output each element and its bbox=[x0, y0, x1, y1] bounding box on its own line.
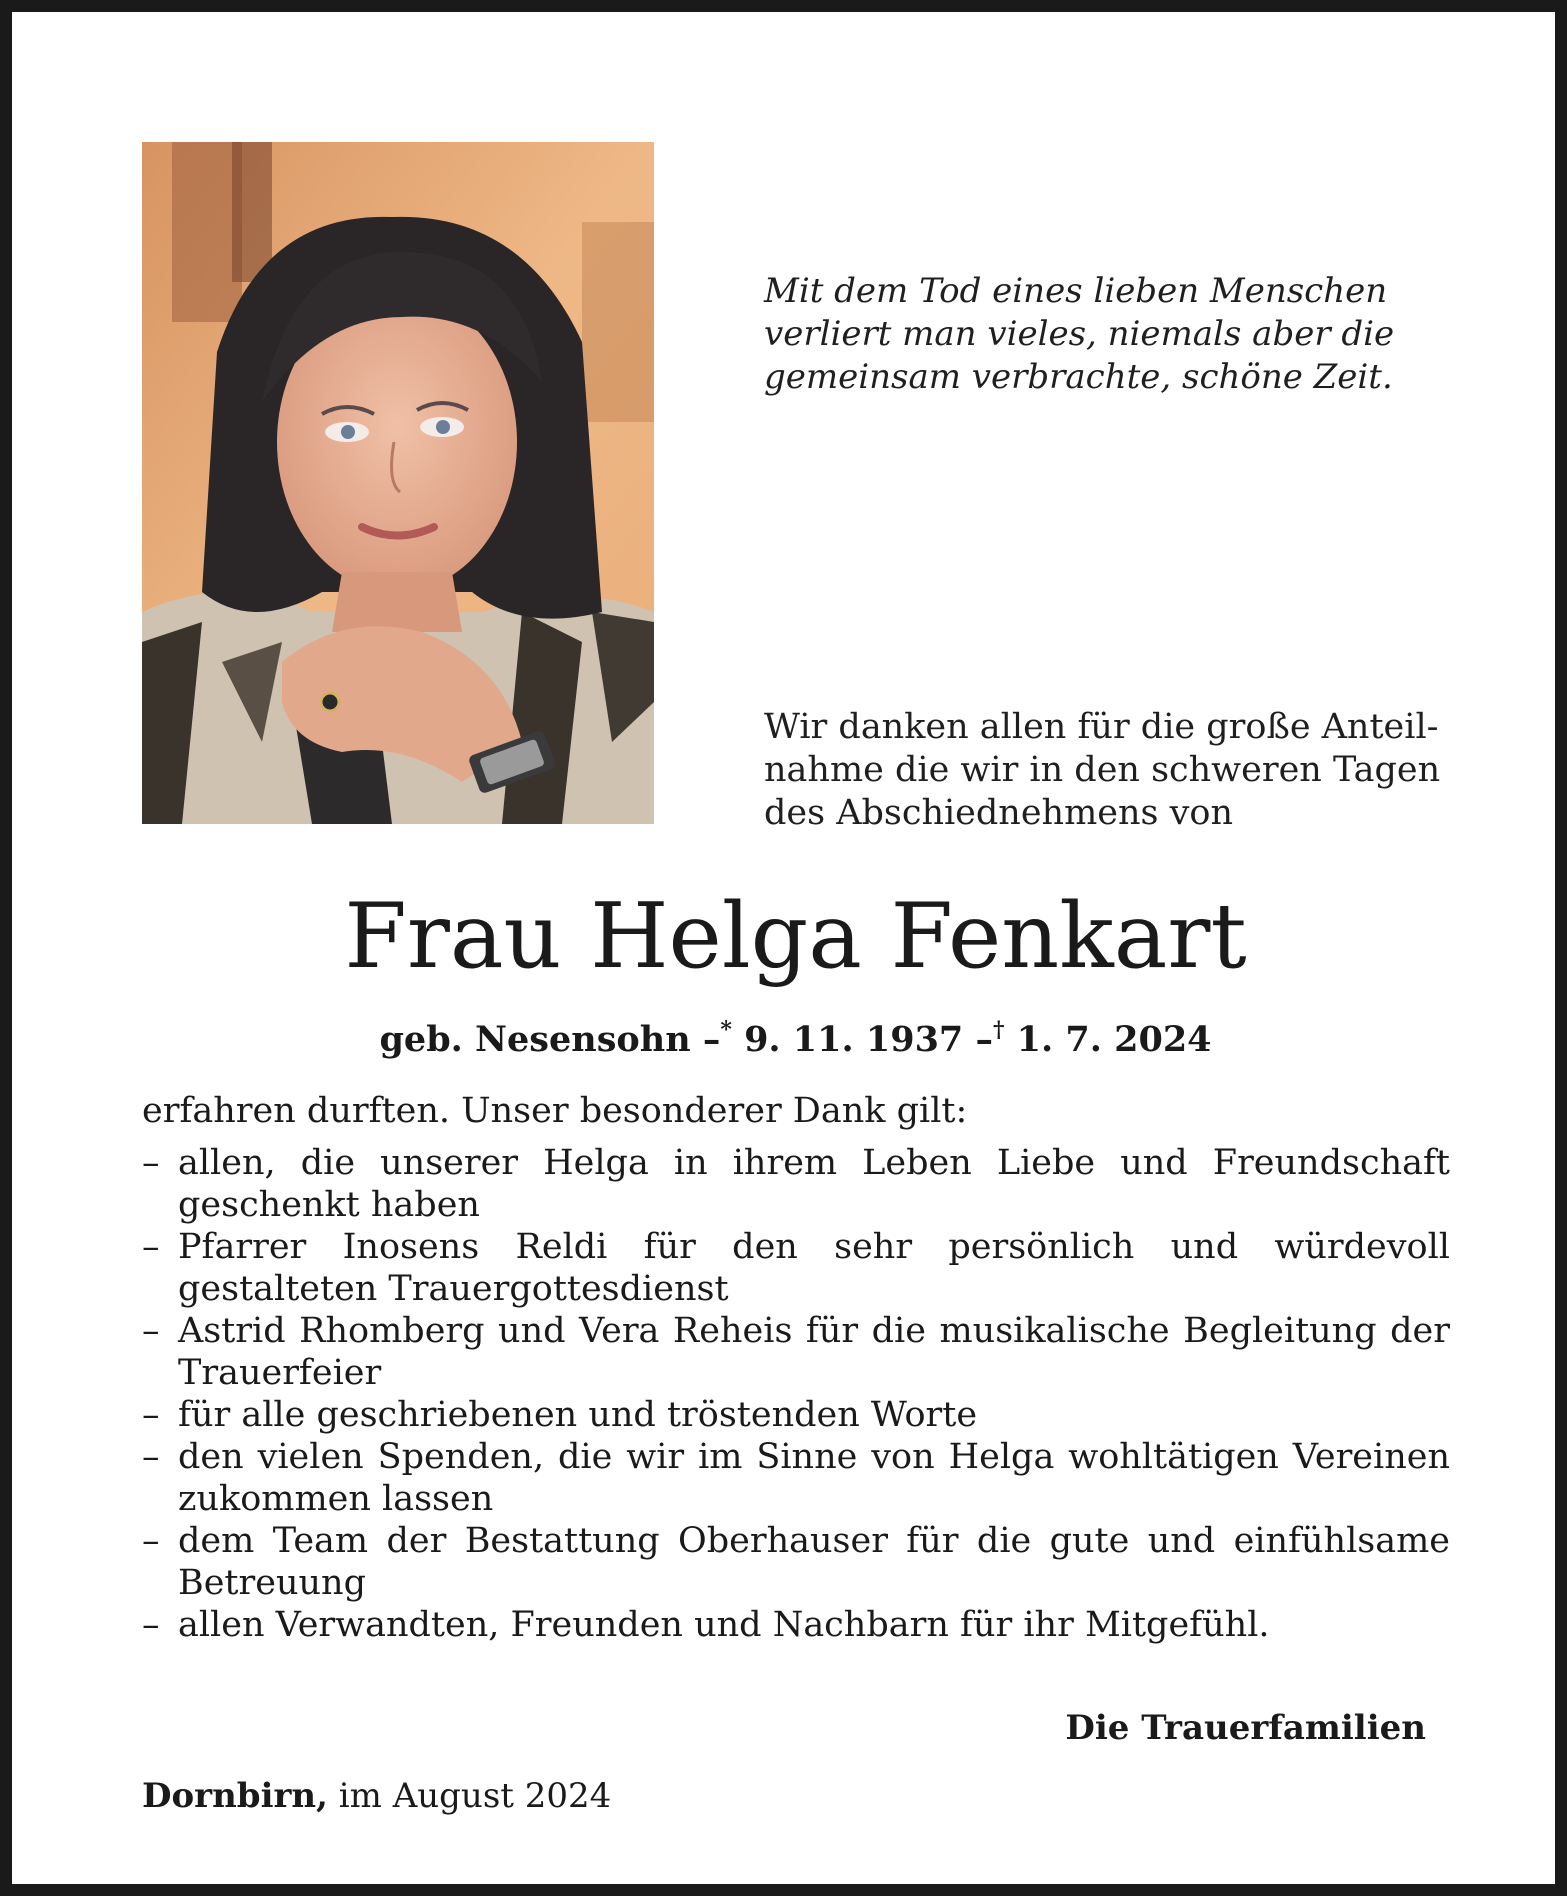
list-item bbox=[142, 1394, 1450, 1436]
place-month: im August 2024 bbox=[338, 1776, 612, 1816]
list-item bbox=[142, 1604, 1450, 1646]
signature: Die Trauerfamilien bbox=[1065, 1708, 1426, 1748]
thanks-paragraph bbox=[764, 706, 1454, 835]
born-symbol: * bbox=[720, 1017, 732, 1043]
list-item bbox=[142, 1226, 1450, 1310]
list-item bbox=[142, 1436, 1450, 1520]
list-item bbox=[142, 1520, 1450, 1604]
list-dash: – bbox=[142, 1605, 160, 1645]
list-item-text: für alle geschriebenen und tröstenden Worte bbox=[178, 1395, 978, 1435]
list-item-text: Astrid Rhomberg und Vera Reheis für die musikalische Begleitung der Trauerfeier bbox=[178, 1311, 1450, 1393]
list-dash: – bbox=[142, 1521, 160, 1561]
list-dash: – bbox=[142, 1227, 160, 1267]
list-item-text: dem Team der Bestattung Oberhauser für die gute und einfühlsame Betreuung bbox=[178, 1521, 1450, 1603]
quote-line: Mit dem Tod eines lieben Menschen bbox=[764, 271, 1388, 311]
list-item-text: Pfarrer Inosens Reldi für den sehr persönlich und würdevoll gestalteten Trauergottesdienst bbox=[178, 1227, 1450, 1309]
thanks-line: Wir danken allen für die große Anteil- bbox=[764, 707, 1439, 747]
died-symbol: † bbox=[992, 1017, 1005, 1043]
memorial-quote bbox=[764, 270, 1484, 399]
list-item-text: den vielen Spenden, die wir im Sinne von Helga wohltätigen Vereinen zukommen lassen bbox=[178, 1437, 1450, 1519]
portrait-photo bbox=[142, 142, 654, 824]
born-date: 9. 11. 1937 bbox=[744, 1019, 964, 1060]
deceased-name: Frau Helga Fenkart bbox=[344, 884, 1247, 989]
thanks-line: nahme die wir in den schweren Tagen bbox=[764, 750, 1441, 790]
place-date bbox=[142, 1774, 611, 1818]
intro-text: erfahren durften. Unser besonderer Dank gilt: bbox=[142, 1091, 968, 1131]
thanks-list bbox=[142, 1142, 1450, 1646]
quote-line: gemeinsam verbrachte, schöne Zeit. bbox=[764, 357, 1393, 397]
list-item bbox=[142, 1142, 1450, 1226]
died-date: 1. 7. 2024 bbox=[1016, 1019, 1212, 1060]
list-dash: – bbox=[142, 1143, 160, 1183]
place-city: Dornbirn, bbox=[142, 1776, 328, 1816]
quote-line: verliert man vieles, niemals aber die bbox=[764, 314, 1395, 354]
list-item-text: allen Verwandten, Freunden und Nachbarn für ihr Mitgefühl. bbox=[178, 1605, 1270, 1645]
list-item bbox=[142, 1310, 1450, 1394]
list-item-text: allen, die unserer Helga in ihrem Leben Liebe und Freundschaft geschenkt haben bbox=[178, 1143, 1450, 1225]
list-dash: – bbox=[142, 1437, 160, 1477]
list-dash: – bbox=[142, 1395, 160, 1435]
thanks-line: des Abschiednehmens von bbox=[764, 793, 1234, 833]
list-dash: – bbox=[142, 1311, 160, 1351]
birth-name: geb. Nesensohn bbox=[379, 1019, 691, 1060]
life-dates: geb. Nesensohn –* 9. 11. 1937 –† 1. 7. 2024 bbox=[379, 1017, 1212, 1060]
